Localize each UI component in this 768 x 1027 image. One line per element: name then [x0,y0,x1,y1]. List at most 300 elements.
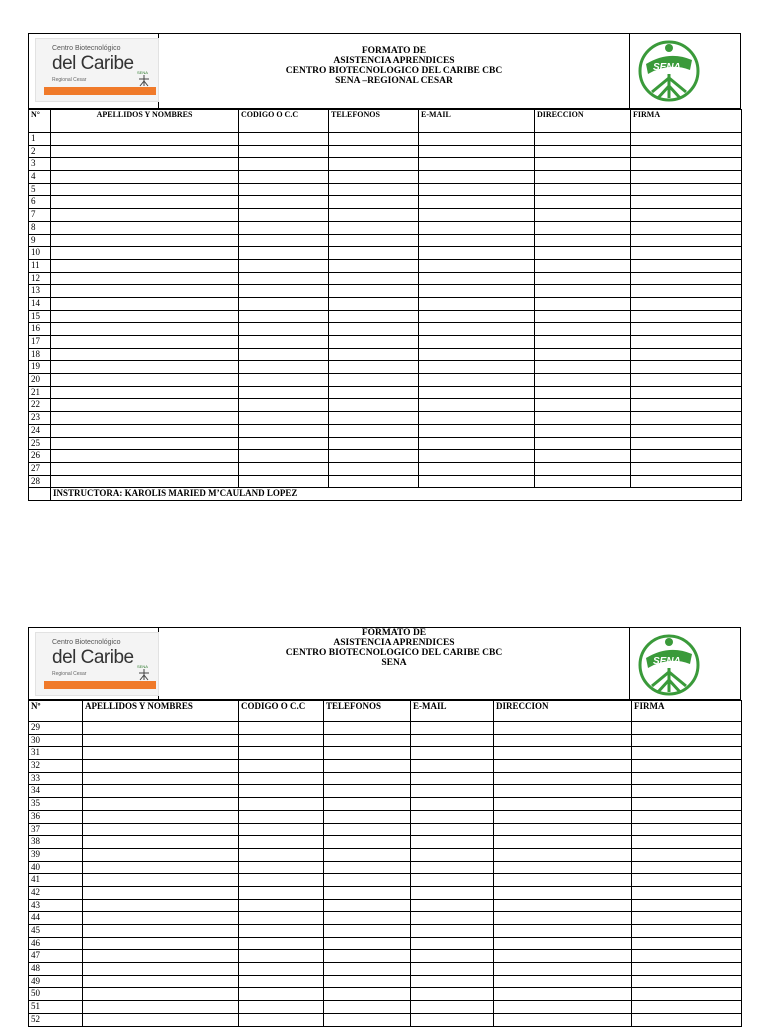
entry-cell[interactable] [419,297,535,310]
entry-cell[interactable] [419,462,535,475]
entry-cell[interactable] [239,937,324,950]
entry-cell[interactable] [83,988,239,1001]
entry-cell[interactable] [411,1013,494,1026]
entry-cell[interactable] [83,886,239,899]
entry-cell[interactable] [329,247,419,260]
entry-cell[interactable] [329,450,419,463]
entry-cell[interactable] [51,234,239,247]
entry-cell[interactable] [494,886,632,899]
entry-cell[interactable] [632,798,742,811]
entry-cell[interactable] [535,361,631,374]
entry-cell[interactable] [329,475,419,488]
entry-cell[interactable] [411,937,494,950]
entry-cell[interactable] [51,209,239,222]
entry-cell[interactable] [324,975,411,988]
entry-cell[interactable] [83,848,239,861]
entry-cell[interactable] [324,874,411,887]
entry-cell[interactable] [239,437,329,450]
entry-cell[interactable] [411,975,494,988]
entry-cell[interactable] [631,247,742,260]
entry-cell[interactable] [494,734,632,747]
entry-cell[interactable] [632,747,742,760]
entry-cell[interactable] [494,772,632,785]
entry-cell[interactable] [631,462,742,475]
entry-cell[interactable] [494,861,632,874]
entry-cell[interactable] [51,221,239,234]
entry-cell[interactable] [631,386,742,399]
entry-cell[interactable] [239,310,329,323]
entry-cell[interactable] [324,925,411,938]
entry-cell[interactable] [419,310,535,323]
entry-cell[interactable] [51,171,239,184]
entry-cell[interactable] [535,386,631,399]
entry-cell[interactable] [83,963,239,976]
entry-cell[interactable] [494,823,632,836]
entry-cell[interactable] [324,950,411,963]
entry-cell[interactable] [324,988,411,1001]
entry-cell[interactable] [632,975,742,988]
entry-cell[interactable] [51,310,239,323]
entry-cell[interactable] [83,760,239,773]
entry-cell[interactable] [324,899,411,912]
entry-cell[interactable] [535,234,631,247]
entry-cell[interactable] [324,886,411,899]
entry-cell[interactable] [83,861,239,874]
entry-cell[interactable] [239,158,329,171]
entry-cell[interactable] [51,259,239,272]
entry-cell[interactable] [239,975,324,988]
entry-cell[interactable] [329,285,419,298]
entry-cell[interactable] [239,133,329,146]
entry-cell[interactable] [419,196,535,209]
entry-cell[interactable] [239,424,329,437]
entry-cell[interactable] [535,475,631,488]
entry-cell[interactable] [411,925,494,938]
entry-cell[interactable] [411,899,494,912]
entry-cell[interactable] [494,975,632,988]
entry-cell[interactable] [631,336,742,349]
entry-cell[interactable] [494,747,632,760]
entry-cell[interactable] [494,874,632,887]
entry-cell[interactable] [239,323,329,336]
entry-cell[interactable] [535,374,631,387]
entry-cell[interactable] [632,772,742,785]
entry-cell[interactable] [329,424,419,437]
entry-cell[interactable] [411,836,494,849]
entry-cell[interactable] [631,424,742,437]
entry-cell[interactable] [535,259,631,272]
entry-cell[interactable] [631,285,742,298]
entry-cell[interactable] [419,386,535,399]
entry-cell[interactable] [419,424,535,437]
entry-cell[interactable] [632,912,742,925]
entry-cell[interactable] [632,760,742,773]
entry-cell[interactable] [631,475,742,488]
entry-cell[interactable] [419,259,535,272]
entry-cell[interactable] [411,886,494,899]
entry-cell[interactable] [239,886,324,899]
entry-cell[interactable] [632,734,742,747]
entry-cell[interactable] [329,336,419,349]
entry-cell[interactable] [239,848,324,861]
entry-cell[interactable] [324,785,411,798]
entry-cell[interactable] [411,912,494,925]
entry-cell[interactable] [83,836,239,849]
entry-cell[interactable] [535,399,631,412]
entry-cell[interactable] [494,1013,632,1026]
entry-cell[interactable] [239,874,324,887]
entry-cell[interactable] [419,336,535,349]
entry-cell[interactable] [535,183,631,196]
entry-cell[interactable] [329,234,419,247]
entry-cell[interactable] [324,772,411,785]
entry-cell[interactable] [535,348,631,361]
entry-cell[interactable] [632,722,742,735]
entry-cell[interactable] [239,234,329,247]
entry-cell[interactable] [494,760,632,773]
entry-cell[interactable] [324,1013,411,1026]
entry-cell[interactable] [329,386,419,399]
entry-cell[interactable] [631,171,742,184]
entry-cell[interactable] [239,988,324,1001]
entry-cell[interactable] [329,259,419,272]
entry-cell[interactable] [419,247,535,260]
entry-cell[interactable] [411,950,494,963]
entry-cell[interactable] [239,361,329,374]
entry-cell[interactable] [51,412,239,425]
entry-cell[interactable] [83,950,239,963]
entry-cell[interactable] [631,221,742,234]
entry-cell[interactable] [51,297,239,310]
entry-cell[interactable] [51,145,239,158]
entry-cell[interactable] [632,988,742,1001]
entry-cell[interactable] [494,785,632,798]
entry-cell[interactable] [535,323,631,336]
entry-cell[interactable] [239,348,329,361]
entry-cell[interactable] [494,836,632,849]
entry-cell[interactable] [419,272,535,285]
entry-cell[interactable] [535,336,631,349]
entry-cell[interactable] [535,462,631,475]
entry-cell[interactable] [51,196,239,209]
entry-cell[interactable] [324,747,411,760]
entry-cell[interactable] [419,183,535,196]
entry-cell[interactable] [411,963,494,976]
entry-cell[interactable] [239,386,329,399]
entry-cell[interactable] [51,361,239,374]
entry-cell[interactable] [239,399,329,412]
entry-cell[interactable] [329,183,419,196]
entry-cell[interactable] [239,183,329,196]
entry-cell[interactable] [51,158,239,171]
entry-cell[interactable] [239,899,324,912]
entry-cell[interactable] [324,963,411,976]
entry-cell[interactable] [494,722,632,735]
entry-cell[interactable] [494,925,632,938]
entry-cell[interactable] [239,836,324,849]
entry-cell[interactable] [239,760,324,773]
entry-cell[interactable] [239,475,329,488]
entry-cell[interactable] [535,310,631,323]
entry-cell[interactable] [411,760,494,773]
entry-cell[interactable] [324,760,411,773]
entry-cell[interactable] [411,823,494,836]
entry-cell[interactable] [51,323,239,336]
entry-cell[interactable] [51,450,239,463]
entry-cell[interactable] [631,310,742,323]
entry-cell[interactable] [535,196,631,209]
entry-cell[interactable] [419,399,535,412]
entry-cell[interactable] [631,437,742,450]
entry-cell[interactable] [535,437,631,450]
entry-cell[interactable] [324,836,411,849]
entry-cell[interactable] [535,247,631,260]
entry-cell[interactable] [329,437,419,450]
entry-cell[interactable] [239,259,329,272]
entry-cell[interactable] [329,209,419,222]
entry-cell[interactable] [239,963,324,976]
entry-cell[interactable] [535,424,631,437]
entry-cell[interactable] [239,734,324,747]
entry-cell[interactable] [329,374,419,387]
entry-cell[interactable] [83,874,239,887]
entry-cell[interactable] [419,450,535,463]
entry-cell[interactable] [632,874,742,887]
entry-cell[interactable] [83,925,239,938]
entry-cell[interactable] [535,209,631,222]
entry-cell[interactable] [419,348,535,361]
entry-cell[interactable] [329,297,419,310]
entry-cell[interactable] [631,348,742,361]
entry-cell[interactable] [631,412,742,425]
entry-cell[interactable] [419,221,535,234]
entry-cell[interactable] [329,412,419,425]
entry-cell[interactable] [83,772,239,785]
entry-cell[interactable] [239,297,329,310]
entry-cell[interactable] [632,925,742,938]
entry-cell[interactable] [51,399,239,412]
entry-cell[interactable] [83,734,239,747]
entry-cell[interactable] [419,323,535,336]
entry-cell[interactable] [239,374,329,387]
entry-cell[interactable] [411,988,494,1001]
entry-cell[interactable] [329,133,419,146]
entry-cell[interactable] [631,183,742,196]
entry-cell[interactable] [83,823,239,836]
entry-cell[interactable] [631,234,742,247]
entry-cell[interactable] [324,848,411,861]
entry-cell[interactable] [51,475,239,488]
entry-cell[interactable] [324,734,411,747]
entry-cell[interactable] [494,810,632,823]
entry-cell[interactable] [535,412,631,425]
entry-cell[interactable] [324,823,411,836]
entry-cell[interactable] [535,158,631,171]
entry-cell[interactable] [329,272,419,285]
entry-cell[interactable] [83,975,239,988]
entry-cell[interactable] [83,899,239,912]
entry-cell[interactable] [239,462,329,475]
entry-cell[interactable] [239,861,324,874]
entry-cell[interactable] [239,171,329,184]
entry-cell[interactable] [631,323,742,336]
entry-cell[interactable] [535,171,631,184]
entry-cell[interactable] [631,399,742,412]
entry-cell[interactable] [411,772,494,785]
entry-cell[interactable] [51,272,239,285]
entry-cell[interactable] [411,1001,494,1014]
entry-cell[interactable] [51,386,239,399]
entry-cell[interactable] [632,899,742,912]
entry-cell[interactable] [329,221,419,234]
entry-cell[interactable] [631,272,742,285]
entry-cell[interactable] [494,912,632,925]
entry-cell[interactable] [239,810,324,823]
entry-cell[interactable] [632,785,742,798]
entry-cell[interactable] [83,747,239,760]
entry-cell[interactable] [411,734,494,747]
entry-cell[interactable] [324,937,411,950]
entry-cell[interactable] [239,285,329,298]
entry-cell[interactable] [329,145,419,158]
entry-cell[interactable] [631,133,742,146]
entry-cell[interactable] [239,145,329,158]
entry-cell[interactable] [494,963,632,976]
entry-cell[interactable] [632,836,742,849]
entry-cell[interactable] [419,412,535,425]
entry-cell[interactable] [419,374,535,387]
entry-cell[interactable] [329,171,419,184]
entry-cell[interactable] [632,1001,742,1014]
entry-cell[interactable] [239,747,324,760]
entry-cell[interactable] [632,848,742,861]
entry-cell[interactable] [419,437,535,450]
entry-cell[interactable] [419,158,535,171]
entry-cell[interactable] [83,722,239,735]
entry-cell[interactable] [51,424,239,437]
entry-cell[interactable] [632,810,742,823]
entry-cell[interactable] [329,462,419,475]
entry-cell[interactable] [51,348,239,361]
entry-cell[interactable] [494,899,632,912]
entry-cell[interactable] [632,886,742,899]
entry-cell[interactable] [419,209,535,222]
entry-cell[interactable] [631,145,742,158]
entry-cell[interactable] [631,259,742,272]
entry-cell[interactable] [419,234,535,247]
entry-cell[interactable] [419,145,535,158]
entry-cell[interactable] [239,912,324,925]
entry-cell[interactable] [632,963,742,976]
entry-cell[interactable] [411,722,494,735]
entry-cell[interactable] [535,133,631,146]
entry-cell[interactable] [535,450,631,463]
entry-cell[interactable] [535,285,631,298]
entry-cell[interactable] [494,950,632,963]
entry-cell[interactable] [324,722,411,735]
entry-cell[interactable] [51,183,239,196]
entry-cell[interactable] [239,412,329,425]
entry-cell[interactable] [51,336,239,349]
entry-cell[interactable] [632,823,742,836]
entry-cell[interactable] [83,912,239,925]
entry-cell[interactable] [329,361,419,374]
entry-cell[interactable] [535,221,631,234]
entry-cell[interactable] [324,861,411,874]
entry-cell[interactable] [239,336,329,349]
entry-cell[interactable] [239,823,324,836]
entry-cell[interactable] [419,361,535,374]
entry-cell[interactable] [324,1001,411,1014]
entry-cell[interactable] [631,196,742,209]
entry-cell[interactable] [239,1001,324,1014]
entry-cell[interactable] [239,209,329,222]
entry-cell[interactable] [631,209,742,222]
entry-cell[interactable] [632,861,742,874]
entry-cell[interactable] [83,1001,239,1014]
entry-cell[interactable] [494,1001,632,1014]
entry-cell[interactable] [239,798,324,811]
entry-cell[interactable] [239,950,324,963]
entry-cell[interactable] [632,937,742,950]
entry-cell[interactable] [239,1013,324,1026]
entry-cell[interactable] [535,272,631,285]
entry-cell[interactable] [239,785,324,798]
entry-cell[interactable] [239,450,329,463]
entry-cell[interactable] [535,145,631,158]
entry-cell[interactable] [83,1013,239,1026]
entry-cell[interactable] [239,772,324,785]
entry-cell[interactable] [631,158,742,171]
entry-cell[interactable] [411,861,494,874]
entry-cell[interactable] [329,310,419,323]
entry-cell[interactable] [411,785,494,798]
entry-cell[interactable] [494,848,632,861]
entry-cell[interactable] [324,912,411,925]
entry-cell[interactable] [329,348,419,361]
entry-cell[interactable] [51,462,239,475]
entry-cell[interactable] [411,810,494,823]
entry-cell[interactable] [411,874,494,887]
entry-cell[interactable] [239,196,329,209]
entry-cell[interactable] [631,297,742,310]
entry-cell[interactable] [419,171,535,184]
entry-cell[interactable] [631,450,742,463]
entry-cell[interactable] [239,272,329,285]
entry-cell[interactable] [631,374,742,387]
entry-cell[interactable] [631,361,742,374]
entry-cell[interactable] [324,798,411,811]
entry-cell[interactable] [324,810,411,823]
entry-cell[interactable] [329,196,419,209]
entry-cell[interactable] [632,1013,742,1026]
entry-cell[interactable] [419,133,535,146]
entry-cell[interactable] [83,798,239,811]
entry-cell[interactable] [51,133,239,146]
entry-cell[interactable] [632,950,742,963]
entry-cell[interactable] [83,785,239,798]
entry-cell[interactable] [51,285,239,298]
entry-cell[interactable] [494,798,632,811]
entry-cell[interactable] [419,285,535,298]
entry-cell[interactable] [51,437,239,450]
entry-cell[interactable] [51,247,239,260]
entry-cell[interactable] [411,798,494,811]
entry-cell[interactable] [329,399,419,412]
entry-cell[interactable] [411,747,494,760]
entry-cell[interactable] [239,925,324,938]
entry-cell[interactable] [494,988,632,1001]
